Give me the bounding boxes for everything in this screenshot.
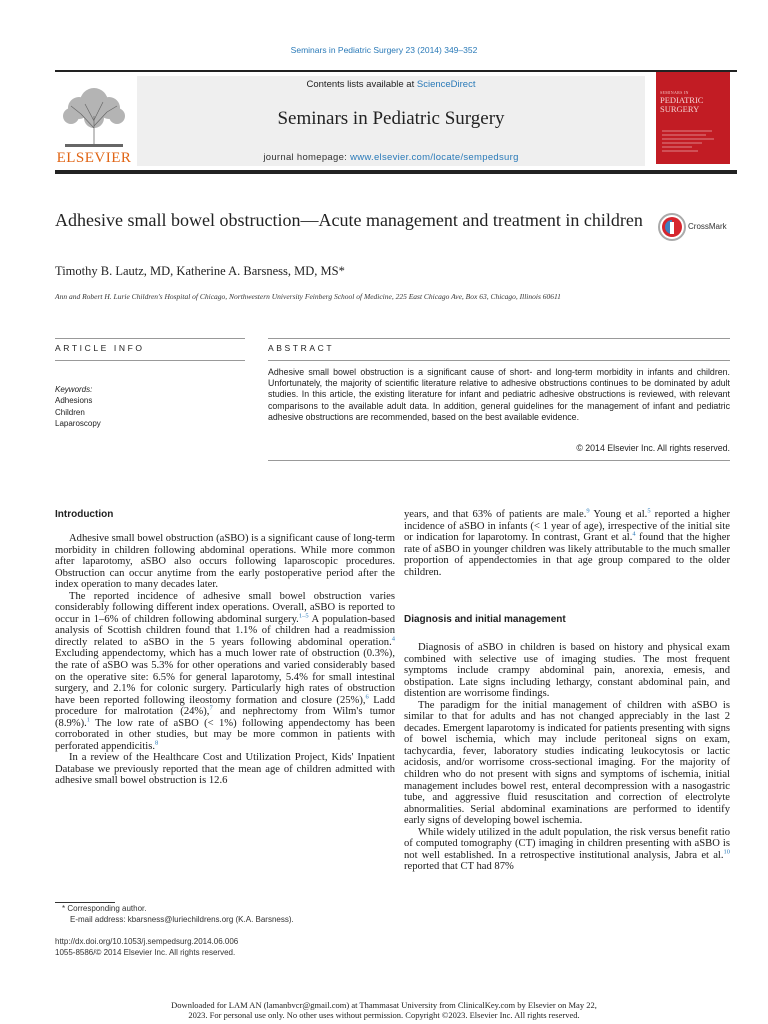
header-rule-bottom	[55, 170, 737, 174]
text-run: The reported incidence of adhesive small bowel obstruction varies considerably following different index operations. Overall, aSBO is reported to occur in 1–6% of children following abdominal surgery.	[55, 590, 395, 625]
sciencedirect-link[interactable]: ScienceDirect	[416, 79, 476, 90]
affiliation: Ann and Robert H. Lurie Children's Hospital of Chicago, Northwestern University Feinberg School of Medicine, 225 East Chicago Ave, Box 63, Chicago, Illinois 60611	[55, 292, 561, 301]
reference-link[interactable]: 4	[391, 635, 395, 643]
article-info-heading: ARTICLE INFO	[55, 343, 145, 353]
reference-link[interactable]: 7	[209, 704, 213, 712]
reference-link[interactable]: 6	[365, 693, 369, 701]
reference-link[interactable]: 1–5	[298, 612, 309, 620]
contents-line	[137, 79, 645, 90]
right-paragraph-1	[404, 509, 730, 578]
reference-link[interactable]: 5	[647, 507, 651, 515]
keyword-item[interactable]: Laparoscopy	[55, 418, 101, 428]
keyword-item[interactable]: Adhesions	[55, 396, 93, 406]
diagnosis-heading: Diagnosis and initial management	[404, 614, 566, 625]
abstract-text: Adhesive small bowel obstruction is a significant cause of short- and long-term morbidity in infants and children. Unfortunately, the majority of scientific literature relative to adhesive obstructions continues to be dominated by adult studies. In this article, the existing literature for infant and pediatric adhesive obstructions is reviewed, with relevant comparisons to the available adult data. In addition, general guidelines for the management of infant and pediatric adhesive obstructions are recommended, based on the best available evidence.	[268, 367, 730, 422]
cover-title	[660, 96, 728, 114]
doi-link[interactable]: http://dx.doi.org/10.1053/j.sempedsurg.2014.06.006	[55, 937, 239, 946]
download-notice-line-2: 2023. For personal use only. No other uses without permission. Copyright ©2023. Elsevier Inc. All rights reserved.	[188, 1010, 580, 1020]
cover-title-line-1: PEDIATRIC	[660, 95, 704, 105]
text-run: While widely utilized in the adult population, the risk versus benefit ratio of computed tomography (CT) imaging in children presenting with aSBO is not well established. In a retrospective institutional analysis, Jabra et al.	[404, 826, 730, 861]
homepage-prefix: journal homepage:	[263, 152, 351, 163]
authors: Timothy B. Lautz, MD, Katherine A. Barsness, MD, MS*	[55, 264, 345, 278]
contents-prefix: Contents lists available at	[306, 79, 417, 90]
diagnosis-paragraph-2: The paradigm for the initial management of children with aSBO is similar to that for adults and has not changed appreciably in the last 2 decades. Emergent laparotomy is indicated for patients presenting with signs of bowel ischemia, which may include peritoneal signs on exam, tachycardia, fever, laboratory studies indicating leukocytosis or lactic acidosis, and/or worrisome cross-sectional imaging. For the majority of children who do not present with signs and symptoms of ischemia, initial management includes bowel rest, enteral decompression with a nasogastric tube, and aggressive fluid resuscitation and correction of electrolyte abnormalities. Serial abdominal examinations are performed to identify early signs of developing bowel ischemia.	[404, 699, 730, 827]
text-run: The low rate of aSBO (< 1%) following appendectomy has been corroborated in other studies, but may be more common in patients with perforated appendicitis.	[55, 717, 395, 752]
crossmark-label[interactable]: CrossMark	[688, 222, 727, 231]
text-run: reported that CT had 87%	[404, 861, 514, 873]
reference-link[interactable]: 1	[86, 716, 91, 724]
diagnosis-paragraph-1: Diagnosis of aSBO in children is based on history and physical exam combined with selective use of imaging studies. The most frequent symptoms include crampy abdominal pain, anorexia, emesis, and obstipation. Late signs including lethargy, constant abdominal pain, and distention are worrisome findings.	[404, 642, 730, 700]
footnote-rule	[55, 902, 115, 903]
text-run: Young et al.	[589, 509, 648, 520]
text-run: reported a higher incidence of aSBO in infants (< 1 year of age), irrespective of the initial site or indication for laparotomy. In contrast, Grant et al.	[404, 509, 730, 544]
intro-paragraph-3: In a review of the Healthcare Cost and Utilization Project, Kids' Inpatient Database we previously reported that the mean age of children admitted with adhesive small bowel obstruction is 12.6	[55, 752, 395, 787]
keywords-label: Keywords:	[55, 385, 93, 394]
intro-paragraph-2	[55, 591, 395, 753]
reference-link[interactable]: 8	[155, 739, 159, 747]
text-run: A population-based analysis of Scottish children found that 1.1% of children had a readmission directly related to aSBO in the 5 years following abdominal operation.	[55, 613, 395, 648]
abstract-rule-top	[268, 338, 730, 339]
keyword-item[interactable]: Children	[55, 407, 85, 417]
homepage-link[interactable]: www.elsevier.com/locate/sempedsurg	[350, 152, 519, 163]
journal-title: Seminars in Pediatric Surgery	[277, 108, 505, 129]
text-run: years, and that 63% of patients are male.	[404, 509, 587, 520]
diagnosis-paragraph-3	[404, 827, 730, 873]
abstract-rule-bottom	[268, 360, 730, 361]
cover-title-line-2: SURGERY	[660, 104, 700, 114]
reference-link[interactable]: 9	[586, 507, 590, 515]
issn-line: 1055-8586/© 2014 Elsevier Inc. All rights reserved.	[55, 948, 236, 957]
crossmark-icon[interactable]	[657, 212, 687, 242]
reference-link[interactable]: 4	[632, 530, 636, 538]
right-column-top	[404, 509, 730, 578]
text-run: Ladd procedure for malrotation (24%),	[55, 694, 395, 718]
abstract-heading: ABSTRACT	[268, 343, 335, 353]
left-column	[55, 533, 395, 787]
header-rule-top	[55, 70, 737, 72]
abstract-copyright: © 2014 Elsevier Inc. All rights reserved.	[576, 443, 730, 453]
cover-decoration	[662, 128, 718, 156]
cover-subtitle: SEMINARS IN	[660, 90, 689, 95]
introduction-heading: Introduction	[55, 509, 114, 520]
right-column-diagnosis	[404, 642, 730, 873]
text-run: and nephrectomy from Wilm's tumor (8.9%).	[55, 706, 396, 729]
article-info-rule-bottom	[55, 360, 245, 361]
reference-link[interactable]: 10	[723, 848, 730, 856]
corresponding-author-note: * Corresponding author.	[62, 904, 147, 913]
author-email[interactable]: E-mail address: kbarsness@luriechildrens.org (K.A. Barsness).	[70, 915, 294, 924]
article-title: Adhesive small bowel obstruction—Acute management and treatment in children	[55, 210, 643, 230]
journal-homepage	[137, 152, 645, 163]
journal-citation[interactable]: Seminars in Pediatric Surgery 23 (2014) 349–352	[290, 45, 478, 55]
publisher-wordmark: ELSEVIER	[56, 150, 132, 166]
intro-paragraph-1: Adhesive small bowel obstruction (aSBO) is a significant cause of long-term morbidity in children following abdominal operations. While more common after laparotomy, aSBO also occurs following laparoscopic procedures. Obstruction can occur anytime from the early postoperative period after the index operation to many decades later.	[55, 533, 395, 591]
article-info-rule-top	[55, 338, 245, 339]
abstract-rule-end	[268, 460, 730, 461]
text-run: Excluding appendectomy, which has a much lower rate of obstruction (0.3%), the rate of aSBO was 5.3% for other operations and varied considerably based on the operative site: 6.5% for general laparotomy, 5.4% for small intestinal surgery, and 2.1% for colonic surgery. Particularly high rates of obstruction have been reported following ileostomy formation and closure (25%),	[55, 648, 395, 706]
download-notice	[0, 1000, 768, 1020]
download-notice-line-1: Downloaded for LAM AN (lamanbvcr@gmail.com) at Thammasat University from ClinicalKey.com by Elsevier on May 22,	[171, 1000, 597, 1010]
keywords	[55, 384, 245, 429]
text-run: found that the higher rate of aSBO in younger children was likely attributable to the much smaller proportion of appendectomies in that age group compared to the older children.	[404, 532, 730, 578]
